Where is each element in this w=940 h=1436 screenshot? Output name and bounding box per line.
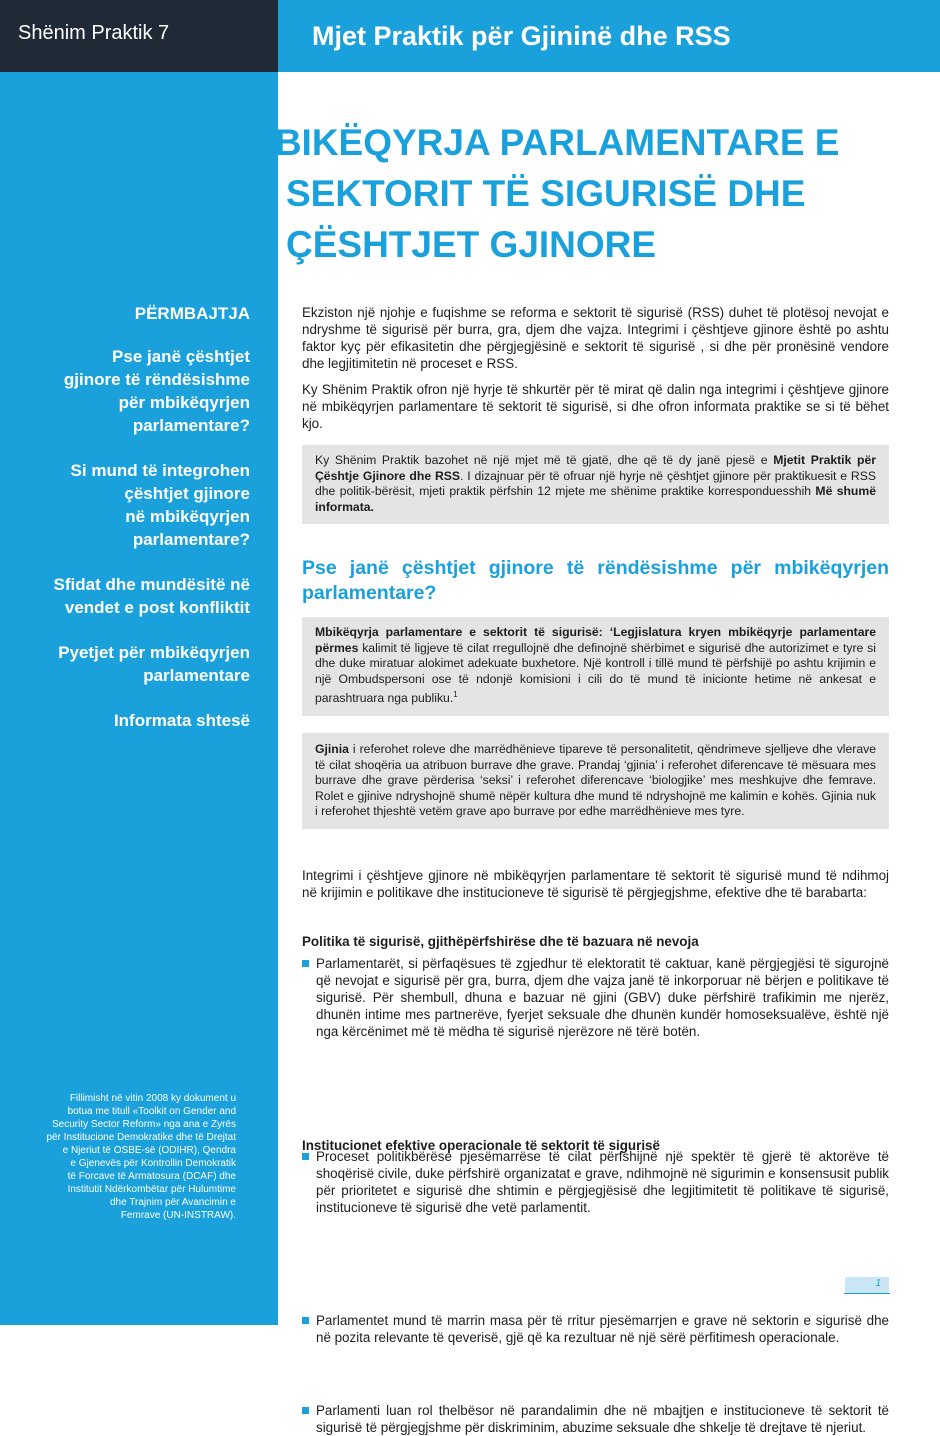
bullet-item	[302, 1312, 889, 1346]
definition-term: Mbikëqyrja parlamentare e sektorit të sigurisë: ‘Legjislatura kryen mbikëqyrje parlamentare përmes	[315, 625, 876, 655]
definition-box-gender	[302, 733, 889, 829]
toc-item-line: gjinore të rëndësishme	[63, 370, 250, 389]
subheading-effective-institutions: Institucionet efektive operacionale të sektorit të sigurisë	[302, 1138, 660, 1153]
bullet-text: Proceset politikbërëse pjesëmarrëse të cilat përfshijnë një spektër të gjerë të aktorëve të shoqërisë civile, duke përfshirë organizatat e grave, ndihmojnë në sigurimin e konsensusit publik për prioritetet e sigurisë dhe shtimin e përgjegjësisë dhe legjitimitetit të politikave të sigurisë, institucioneve të sigurisë dhe vetë parlamentit.	[316, 1149, 889, 1215]
bullet-text: Parlamentarët, si përfaqësues të zgjedhur të elektoratit të caktuar, kanë përgjegjësi të sigurojnë që nevojat e sigurisë për gra, burra, djem dhe vajza janë të inkorporuar në bërjen e politikave të sigurisë. Për shembull, dhuna e bazuar në gjini (GBV) duke përfshirë trafikimin me njerëz, dhunën intime mes partnerëve, fyerjet seksuale dhe dhunën kundër homoseksualëve, është një nga kërcënimet më të mëdha të sigurisë njerëzore në tërë botën.	[316, 956, 889, 1039]
info-box-text: . I dizajnuar për të ofruar një hyrje në çështjet gjinore për praktikuesit e RSS dhe politik-bërësit, mjeti praktik përfshin 12 mjete me shënime praktike korresponduesshih	[315, 468, 876, 498]
body-paragraph-integration: Integrimi i çështjeve gjinore në mbikëqyrjen parlamentare të sektorit të sigurisë mund të ndihmoj në krijimin e politikave dhe institucioneve të sigurisë të përgjegjshme, efektive dhe të barabarta:	[302, 868, 889, 900]
sidebar-note-line: dhe Trajnim për Avancimin e	[110, 1197, 236, 1208]
intro-paragraph-2: Ky Shënim Praktik ofron një hyrje të shkurtër për të mirat që dalin nga integrimi i çështjeve gjinore në mbikëqyrjen parlamentare të sektorit të sigurisë, si dhe ofron informata praktike se si të bëhet kjo.	[302, 382, 889, 431]
sidebar-note-line: të Forcave të Armatosura (DCAF) dhe	[67, 1171, 236, 1182]
header-title: Mjet Praktik për Gjininë dhe RSS	[312, 21, 731, 51]
toc-item-line: parlamentare?	[132, 530, 250, 549]
toolkit-name: Mjetit Praktik për Çështje Gjinore dhe RSS	[315, 453, 876, 483]
footnote-marker: 1	[453, 690, 458, 699]
toc-item-more-info[interactable]	[20, 709, 250, 732]
bullet-text: Parlamenti luan rol thelbësor në parandalimin dhe në mbajtjen e institucioneve të sektorit të sigurisë të përgjegjshme për diskriminim, abuzime seksuale dhe shkelje të drejtave të njeriut.	[316, 1403, 889, 1435]
sidebar-note	[20, 1092, 236, 1222]
toc-item-line: Informata shtesë	[113, 711, 250, 730]
bullet-square-icon	[302, 1153, 309, 1160]
toc-item-line: Pse janë çështjet	[112, 347, 250, 366]
toc-heading: PËRMBAJTJA	[134, 304, 250, 323]
toc-item-questions[interactable]	[20, 641, 250, 687]
page-title	[244, 117, 924, 270]
intro-paragraph-1: Ekziston një njohje e fuqishme se reforma e sektorit të sigurisë (RSS) duhet të plotësoj nevojat e ndryshme të sigurisë për burra, gra, djem dhe vajza. Integrimi i çështjeve gjinore është po ashtu faktor kyç për efikasitetin dhe përgjegjësinë e sektorit të sigurisë , si dhe për pronësinë vendore dhe legjitimitetin në proceset e RSS.	[302, 305, 889, 371]
bullet-square-icon	[302, 1407, 309, 1414]
page-number-box	[845, 1277, 889, 1293]
bullet-item	[302, 955, 889, 1040]
sidebar-note-line: Fillimisht në vitin 2008 ky dokument u	[69, 1093, 236, 1104]
info-box-toolkit	[302, 445, 889, 524]
toc-item-line: parlamentare	[143, 666, 250, 685]
info-box-text: Ky Shënim Praktik bazohet në një mjet më të gjatë, dhe që të dy janë pjesë e	[315, 453, 774, 467]
toc-item-line: për mbikëqyrjen	[118, 393, 250, 412]
sidebar-note-line: Institutit Ndërkombëtar për Hulumtime	[67, 1184, 236, 1195]
bullet-square-icon	[302, 960, 309, 967]
definition-box-oversight	[302, 617, 889, 716]
sidebar-note-line: për Institucione Demokratike dhe të Drejtat	[46, 1132, 236, 1143]
toc-item-line: vendet e post konfliktit	[64, 598, 250, 617]
toc-item-line: Pyetjet për mbikëqyrjen	[58, 643, 250, 662]
note-tag-label: Shënim Praktik 7	[18, 22, 170, 44]
toc-item-why-gender[interactable]	[20, 345, 250, 437]
sidebar-note-line: e Gjenevës për Kontrollin Demokratik	[70, 1158, 236, 1169]
toc-item-how-integrate[interactable]	[20, 459, 250, 551]
toc-item-post-conflict[interactable]	[20, 573, 250, 619]
note-tag-box	[0, 0, 278, 72]
bullet-square-icon	[302, 1317, 309, 1324]
toc-item-line: në mbikëqyrjen	[125, 507, 250, 526]
sidebar-note-line: Femrave (UN-INSTRAW).	[120, 1210, 236, 1221]
page-number: 1	[875, 1278, 881, 1289]
section-title-why-gender: Pse janë çështjet gjinore të rëndësishme për mbikëqyrjen parlamentare?	[302, 557, 889, 604]
page-number-rule	[844, 1293, 890, 1294]
toc-item-line: parlamentare?	[132, 416, 250, 435]
sidebar-note-line: Security Sector Reform» nga ana e Zyrës	[52, 1119, 236, 1130]
subheading-inclusive-policies: Politika të sigurisë, gjithëpërfshirëse dhe të bazuara në nevoja	[302, 934, 699, 949]
page-title-line-2: SEKTORIT TË SIGURISË DHE	[286, 173, 806, 214]
toc-item-line: çështjet gjinore	[124, 484, 250, 503]
page-title-line-3: ÇËSHTJET GJINORE	[286, 224, 657, 265]
definition-text: kalimit të ligjeve të cilat rregullojnë dhe definojnë shërbimet e sigurisë dhe autorizimet e tyre si dhe duke miratuar alokimet adekuate buxhetore. Një kontroll i tillë mund të përfshijë po ashtu krijimin e një Ombudspersoni ose të ndonjë komisioni i cili do të mund të inicionte hetime në ankesat e parashtruara nga publiku.	[315, 640, 876, 706]
table-of-contents	[20, 302, 250, 754]
more-info-reference: Më shumë informata.	[315, 484, 876, 514]
bullet-text: Parlamentet mund të marrin masa për të rritur pjesëmarrjen e grave në sektorin e sigurisë dhe në pozita relevante të qeverisë, gjë që ka rezultuar në një sërë përfitimesh operacionale.	[316, 1313, 889, 1345]
sidebar-note-line: e Njeriut të OSBE-së (ODIHR), Qendra	[62, 1145, 236, 1156]
toc-item-line: Si mund të integrohen	[70, 461, 250, 480]
bullet-item	[302, 1402, 889, 1436]
sidebar-note-line: botua me titull «Toolkit on Gender and	[67, 1106, 236, 1117]
definition-text: i referohet roleve dhe marrëdhënieve tipareve të personalitetit, qëndrimeve sjelljeve dhe vlerave të cilat shoqëria ua atribuon burrave dhe grave. Prandaj ‘gjinia’ i referohet diferencave të mësuara mes burrave dhe grave përderisa ‘seksi’ i referohet diferencave ‘biologjike’ mes meshkujve dhe femrave. Rolet e gjinive ndryshojnë shumë nëpër kultura dhe mund të ndryshojnë me kalimin e kohës. Gjinia nuk i referohet thjeshtë vetëm grave apo burrave por edhe marrëdhënieve mes tyre.	[315, 742, 876, 818]
bullet-item	[302, 1148, 889, 1216]
toc-item-line: Sfidat dhe mundësitë në	[53, 575, 250, 594]
page-title-line-1: MBIKËQYRJA PARLAMENTARE E	[244, 122, 840, 163]
definition-term: Gjinia	[315, 742, 349, 756]
